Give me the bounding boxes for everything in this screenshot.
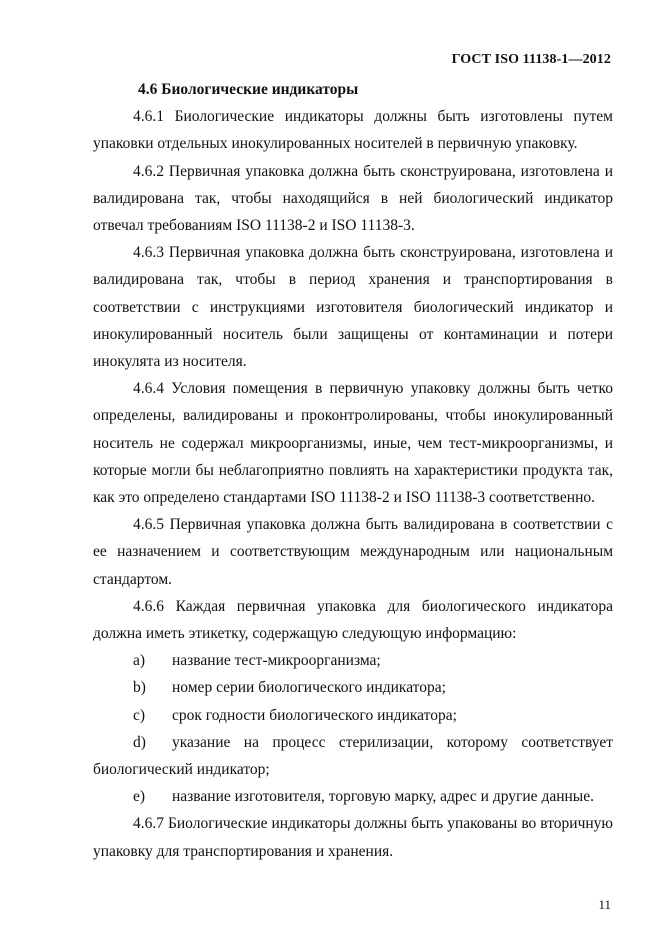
paragraph-4-6-3: 4.6.3 Первичная упаковка должна быть сконструирована, изготовлена и валидирована так, чтобы в период хранения и транспортирования в соответствии с инструкциями изготовителя биологический индикатор и инокулированный носитель были защищены от контаминации и потери инокулята из носителя. bbox=[93, 244, 613, 371]
list-item-text: номер серии биологического индикатора; bbox=[172, 679, 446, 697]
list-marker: e) bbox=[133, 788, 146, 806]
list-item-text: срок годности биологического индикатора; bbox=[172, 706, 457, 724]
paragraph-4-6-6: 4.6.6 Каждая первичная упаковка для биологического индикатора должна иметь этикетку, содержащую следующую информацию: bbox=[93, 597, 613, 643]
paragraph-4-6-2: 4.6.2 Первичная упаковка должна быть сконструирована, изготовлена и валидирована так, чтобы находящийся в ней биологический индикатор отвечал требованиям ISO 11138-2 и ISO 11138-3. bbox=[93, 162, 613, 235]
list-item-text: название изготовителя, торговую марку, адрес и другие данные. bbox=[172, 788, 594, 806]
list-marker: c) bbox=[133, 706, 146, 724]
list-item-text: указание на процесс стерилизации, которому соответствует bbox=[172, 733, 613, 751]
list-item-d bbox=[93, 729, 613, 783]
paragraph-4-6-1: 4.6.1 Биологические индикаторы должны быть изготовлены путем упаковки отдельных инокулированных носителей в первичную упаковку. bbox=[93, 108, 613, 153]
list-item-b bbox=[93, 674, 613, 701]
list-item-a bbox=[93, 647, 613, 674]
list-marker: b) bbox=[133, 679, 146, 697]
page-number: 11 bbox=[598, 897, 611, 912]
paragraph-4-6-4: 4.6.4 Условия помещения в первичную упаковку должны быть четко определены, валидированы и проконтролированы, чтобы инокулированный носитель не содержал микроорганизмы, иные, чем тест-микроорганизмы, и которые могли бы неблагоприятно повлиять на характеристики продукта так, как это определено стандартами ISO 11138-2 и ISO 11138-3 соответственно. bbox=[93, 380, 613, 507]
document-header-code: ГОСТ ISO 11138-1—2012 bbox=[451, 52, 611, 67]
list-item-text-continuation: биологический индикатор; bbox=[93, 761, 270, 779]
list-item-c bbox=[93, 702, 613, 729]
list-marker: a) bbox=[133, 652, 146, 670]
document-body bbox=[93, 76, 613, 865]
paragraph-4-6-5: 4.6.5 Первичная упаковка должна быть валидирована в соответствии с ее назначением и соответствующим международным или национальным стандартом. bbox=[93, 516, 613, 588]
list-item-text: название тест-микроорганизма; bbox=[172, 652, 381, 670]
section-heading: 4.6 Биологические индикаторы bbox=[138, 81, 359, 98]
list-marker: d) bbox=[133, 733, 146, 751]
paragraph-4-6-7: 4.6.7 Биологические индикаторы должны быть упакованы во вторичную упаковку для транспортирования и хранения. bbox=[93, 815, 613, 860]
list-item-e bbox=[93, 783, 613, 810]
